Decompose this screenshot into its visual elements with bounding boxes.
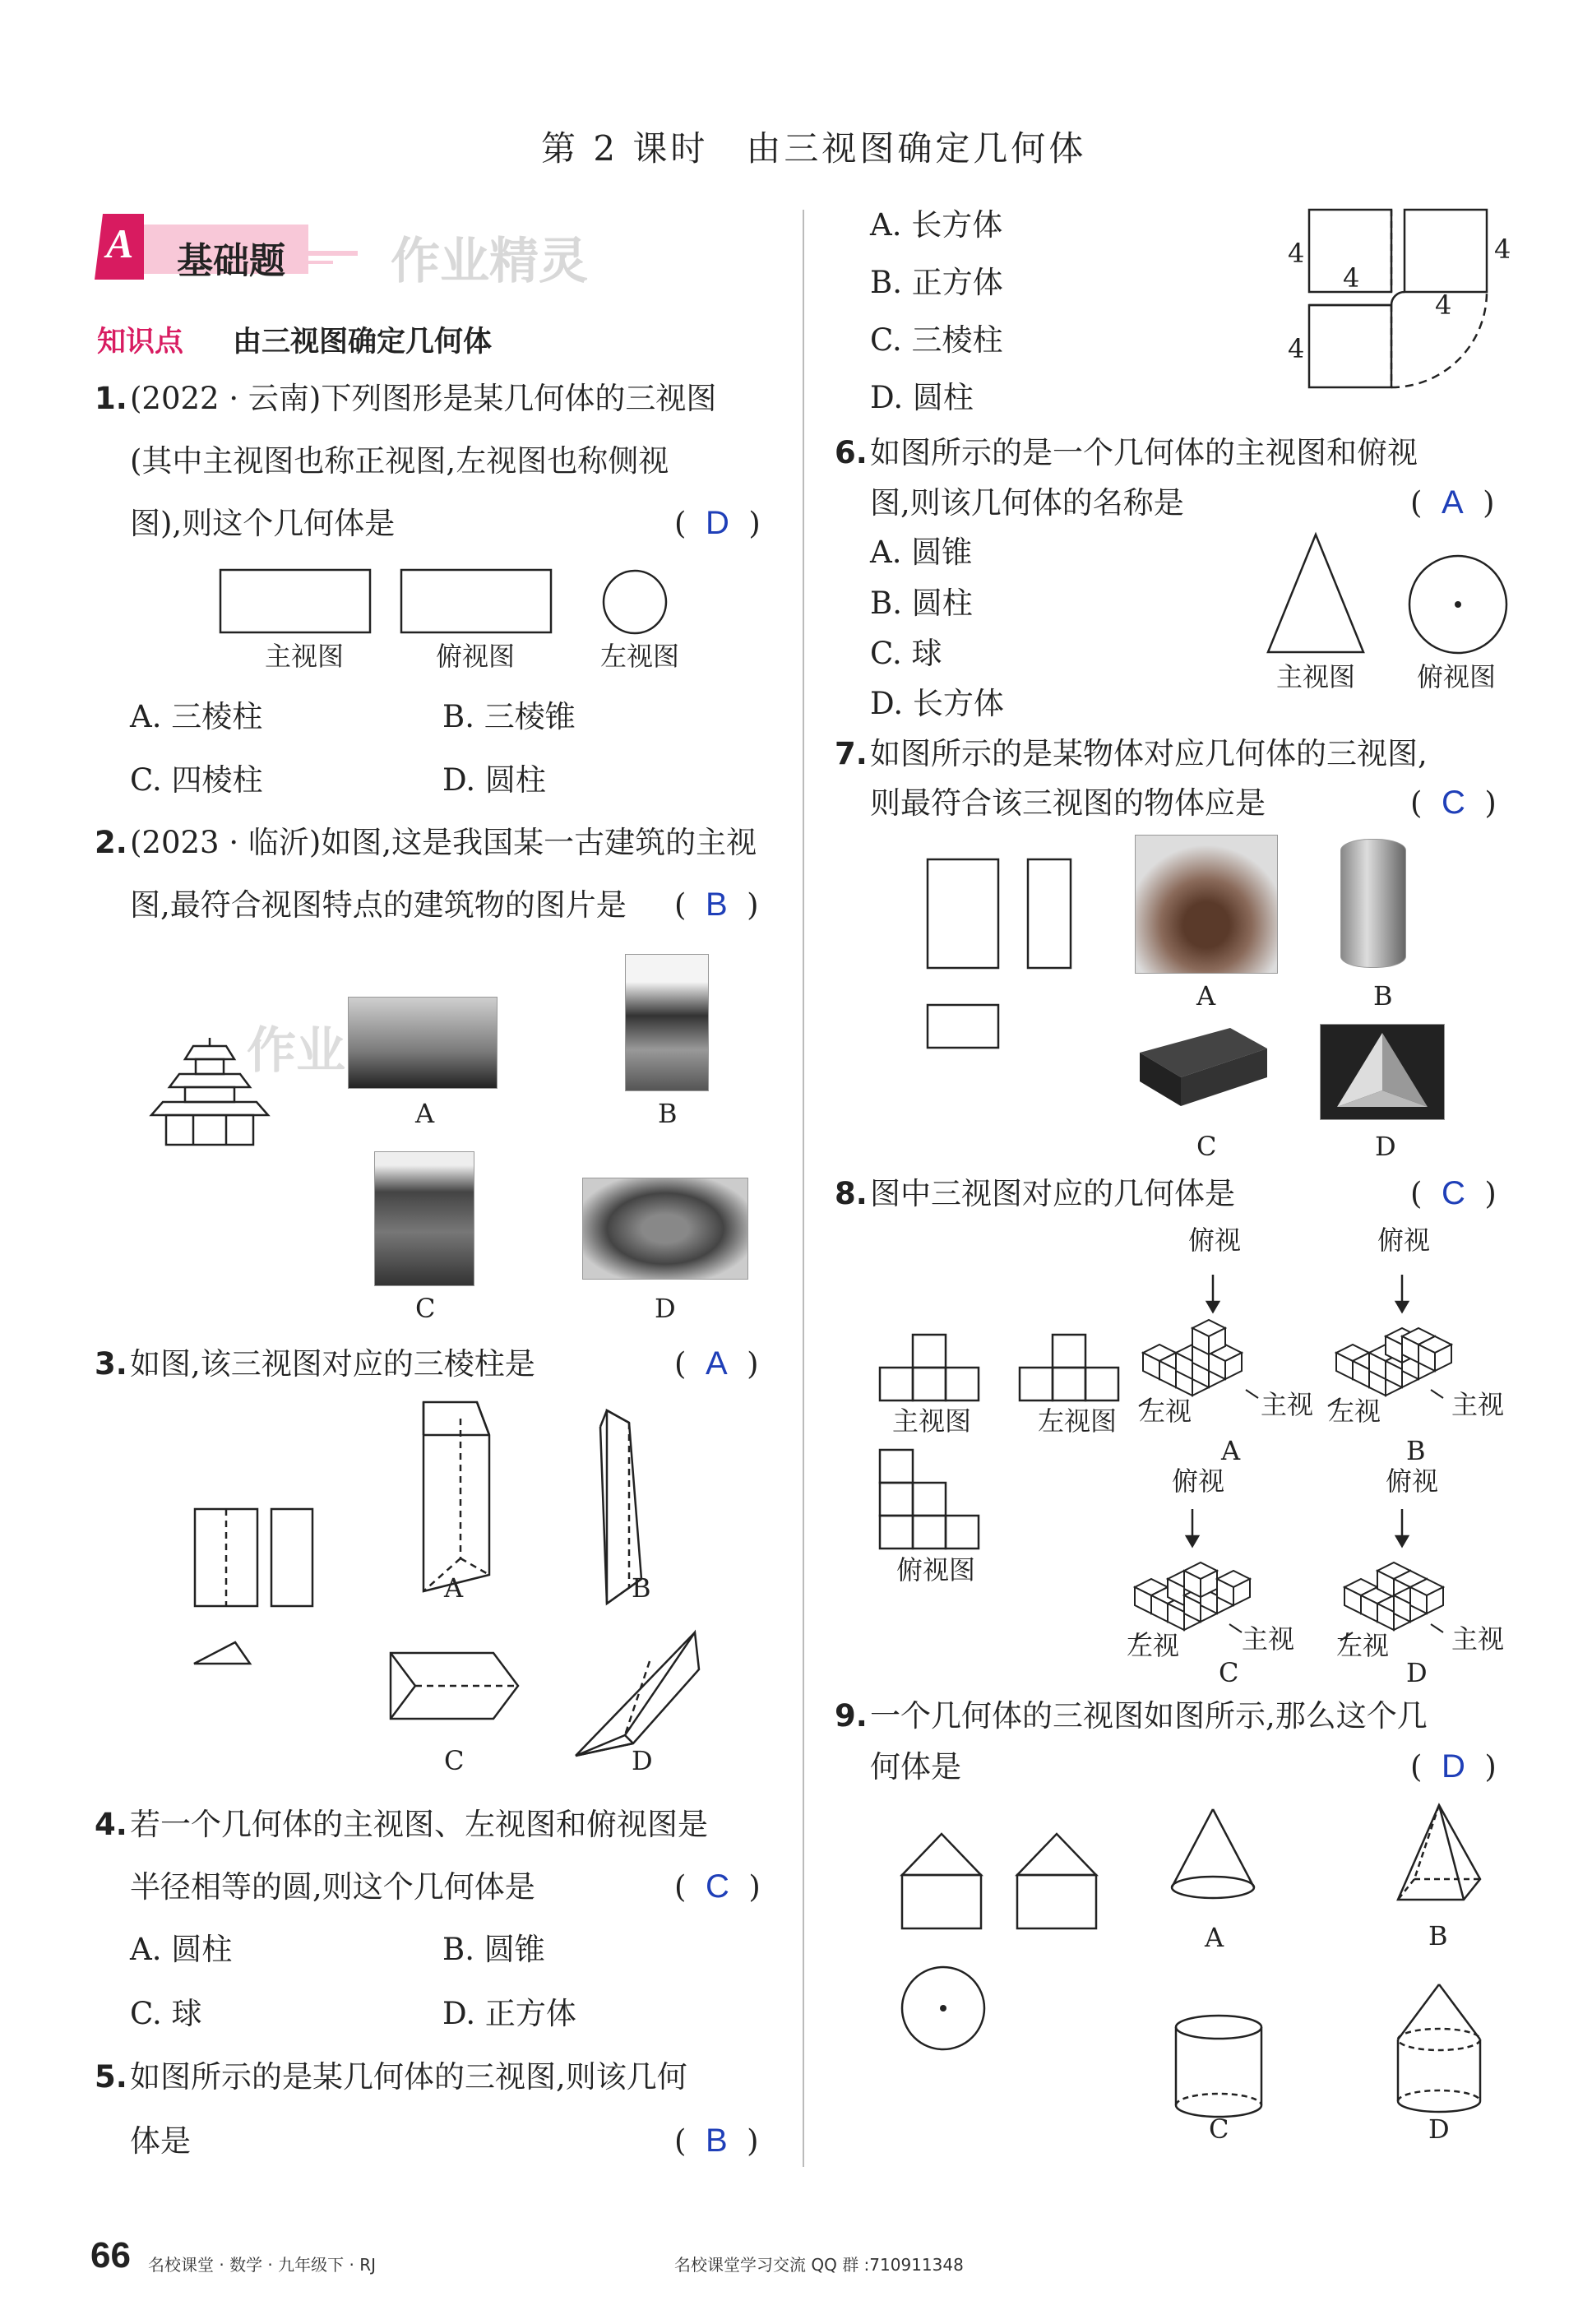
q8-answer-box: ( C ): [1410, 1175, 1497, 1211]
q6-answer-box: ( A ): [1410, 484, 1495, 521]
page-number: 66: [90, 2235, 131, 2275]
q8-d-left-label: 左视: [1336, 1630, 1390, 1661]
q8-c-top-label: 俯视: [1172, 1465, 1225, 1497]
q3-label-c: C: [444, 1745, 465, 1776]
q9-label-a: A: [1205, 1922, 1224, 1953]
q7-book-shape: [1132, 1020, 1271, 1112]
q7-photo-a: [1135, 835, 1278, 974]
q2-photo-a: [348, 997, 498, 1089]
q6-option-c[interactable]: C. 球: [870, 636, 942, 671]
q7-label-b: B: [1373, 980, 1393, 1012]
q3-label-a: A: [444, 1572, 464, 1604]
q4-answer-box: ( C ): [674, 1868, 761, 1905]
q2-label-b: B: [658, 1098, 678, 1129]
q5-option-d[interactable]: D. 圆柱: [870, 380, 974, 415]
q9-line1: 一个几何体的三视图如图所示,那么这个几: [870, 1698, 1428, 1734]
q9-number: 9.: [835, 1698, 868, 1734]
q3-label-b: B: [632, 1572, 651, 1604]
q2-photo-d: [582, 1178, 748, 1280]
q3-answer-box: ( A ): [674, 1345, 759, 1382]
q1-option-b[interactable]: B. 三棱锥: [442, 699, 576, 734]
q8-b-left-label: 左视: [1328, 1396, 1381, 1427]
q4-line1: 若一个几何体的主视图、左视图和俯视图是: [130, 1807, 708, 1842]
q3-line1: 如图,该三视图对应的三棱柱是: [130, 1346, 535, 1382]
watermark: 作业精灵: [391, 233, 588, 290]
section-badge-letter: A: [106, 220, 134, 266]
q5-line1: 如图所示的是某几何体的三视图,则该几何: [130, 2059, 687, 2095]
q8-a-left-label: 左视: [1139, 1396, 1192, 1427]
q1-answer: D: [705, 505, 729, 541]
q5-three-views: [1307, 208, 1497, 397]
q5-dim-top-height: 4: [1288, 333, 1305, 364]
q8-label-b: B: [1406, 1435, 1426, 1466]
q2-photo-c: [374, 1151, 474, 1286]
q8-label-c: C: [1219, 1657, 1239, 1688]
q5-dim-front-width: 4: [1343, 262, 1360, 294]
q5-option-a[interactable]: A. 长方体: [870, 207, 1003, 243]
q7-label-d: D: [1375, 1131, 1396, 1162]
q7-photo-b: [1340, 839, 1406, 968]
q6-number: 6.: [835, 435, 868, 470]
q8-d-top-label: 俯视: [1386, 1465, 1439, 1497]
q1-label-left: 左视图: [600, 641, 680, 672]
q1-number: 1.: [95, 381, 127, 416]
q1-label-front: 主视图: [265, 641, 345, 672]
q5-option-b[interactable]: B. 正方体: [870, 265, 1003, 300]
q7-number: 7.: [835, 736, 868, 771]
q9-answer-box: ( D ): [1410, 1748, 1497, 1785]
q1-line1: (2022 · 云南)下列图形是某几何体的三视图: [130, 381, 717, 416]
q2-answer-box: ( B ): [674, 887, 759, 923]
q5-number: 5.: [95, 2059, 127, 2095]
q8-a-front-label: 主视: [1261, 1389, 1314, 1420]
footer-book-info: 名校课堂 · 数学 · 九年级下 · RJ: [148, 2255, 377, 2275]
q4-option-a[interactable]: A. 圆柱: [130, 1932, 233, 1967]
q8-label-a: A: [1221, 1435, 1241, 1466]
page-title: 第 2 课时 由三视图确定几何体: [541, 128, 1087, 169]
section-label: 基础题: [177, 240, 285, 282]
q6-label-top: 俯视图: [1417, 661, 1497, 692]
section-banner: [95, 210, 374, 284]
q9-label-b: B: [1428, 1920, 1448, 1951]
footer-qq-group: 名校课堂学习交流 QQ 群 :710911348: [674, 2255, 964, 2275]
q8-a-top-label: 俯视: [1188, 1224, 1242, 1256]
q1-three-views: [218, 567, 678, 650]
q4-option-b[interactable]: B. 圆锥: [442, 1932, 545, 1967]
q2-label-a: A: [415, 1098, 435, 1129]
q2-label-d: D: [655, 1293, 676, 1324]
q7-photo-d: [1320, 1024, 1445, 1120]
q7-answer-box: ( C ): [1410, 785, 1497, 821]
q6-line2: 图,则该几何体的名称是: [870, 485, 1184, 521]
knowledge-point-topic: 由三视图确定几何体: [233, 326, 493, 359]
q9-figures: [900, 1805, 1509, 2134]
q8-b-front-label: 主视: [1451, 1389, 1505, 1420]
q7-line1: 如图所示的是某物体对应几何体的三视图,: [870, 736, 1428, 771]
q6-option-a[interactable]: A. 圆锥: [870, 535, 973, 570]
q8-label-front-view: 主视图: [892, 1405, 972, 1437]
q3-label-d: D: [632, 1745, 653, 1776]
q6-label-front: 主视图: [1276, 661, 1356, 692]
q1-label-top: 俯视图: [436, 641, 516, 672]
q6-answer: A: [1441, 484, 1464, 521]
q3-answer: A: [705, 1345, 728, 1382]
q2-answer: B: [705, 887, 728, 923]
q7-answer: C: [1441, 785, 1465, 821]
q4-option-d[interactable]: D. 正方体: [442, 1996, 576, 2031]
q8-c-front-label: 主视: [1242, 1623, 1295, 1655]
q2-line2: 图,最符合视图特点的建筑物的图片是: [130, 887, 627, 923]
q8-c-left-label: 左视: [1127, 1630, 1180, 1661]
q2-label-c: C: [415, 1293, 436, 1324]
q8-b-top-label: 俯视: [1377, 1224, 1431, 1256]
column-divider: [803, 210, 804, 2167]
q9-label-c: C: [1209, 2113, 1229, 2145]
q1-option-d[interactable]: D. 圆柱: [442, 762, 546, 798]
q4-option-c[interactable]: C. 球: [130, 1996, 202, 2031]
q4-answer: C: [705, 1868, 729, 1905]
q4-line2: 半径相等的圆,则这个几何体是: [130, 1869, 535, 1905]
q8-answer: C: [1441, 1175, 1465, 1211]
q8-number: 8.: [835, 1176, 868, 1211]
q9-line2: 何体是: [870, 1749, 961, 1785]
q2-watermark: 作业: [247, 1022, 345, 1080]
q6-option-b[interactable]: B. 圆柱: [870, 586, 973, 621]
q3-number: 3.: [95, 1346, 127, 1382]
q6-option-d[interactable]: D. 长方体: [870, 686, 1004, 721]
q5-dim-top-radius: 4: [1435, 289, 1452, 321]
q8-label-d: D: [1406, 1657, 1428, 1688]
knowledge-point-label: 知识点: [97, 326, 184, 359]
q5-dim-front-height: 4: [1288, 238, 1305, 269]
q8-line1: 图中三视图对应的几何体是: [870, 1176, 1235, 1211]
q1-option-a[interactable]: A. 三棱柱: [130, 699, 263, 734]
q9-label-d: D: [1428, 2113, 1450, 2145]
q7-photo-c: [1132, 1020, 1271, 1112]
q5-option-c[interactable]: C. 三棱柱: [870, 322, 1003, 358]
q2-line1: (2023 · 临沂)如图,这是我国某一古建筑的主视: [130, 825, 757, 860]
q2-number: 2.: [95, 825, 127, 860]
q7-three-views: [925, 855, 1081, 1061]
q8-d-front-label: 主视: [1451, 1623, 1505, 1655]
q5-answer-box: ( B ): [674, 2123, 759, 2159]
q5-dim-side-height: 4: [1494, 234, 1511, 265]
q9-answer: D: [1441, 1748, 1465, 1785]
q1-answer-box: ( D ): [674, 505, 761, 541]
q4-number: 4.: [95, 1807, 127, 1842]
q1-option-c[interactable]: C. 四棱柱: [130, 762, 263, 798]
q8-label-left-view: 左视图: [1038, 1405, 1118, 1437]
q5-line2: 体是: [130, 2123, 191, 2159]
q7-label-c: C: [1196, 1131, 1217, 1162]
q1-line3: 图),则这个几何体是: [130, 506, 396, 541]
q2-photo-b: [625, 954, 709, 1091]
q7-prism-shape: [1321, 1025, 1444, 1119]
q8-label-top-view: 俯视图: [896, 1554, 976, 1586]
q7-line2: 则最符合该三视图的物体应是: [870, 785, 1266, 821]
q6-line1: 如图所示的是一个几何体的主视图和俯视: [870, 435, 1418, 470]
q6-views: [1266, 530, 1513, 662]
q5-answer: B: [705, 2123, 728, 2159]
q1-line2: (其中主视图也称正视图,左视图也称侧视: [130, 443, 669, 479]
q7-label-a: A: [1196, 980, 1216, 1012]
